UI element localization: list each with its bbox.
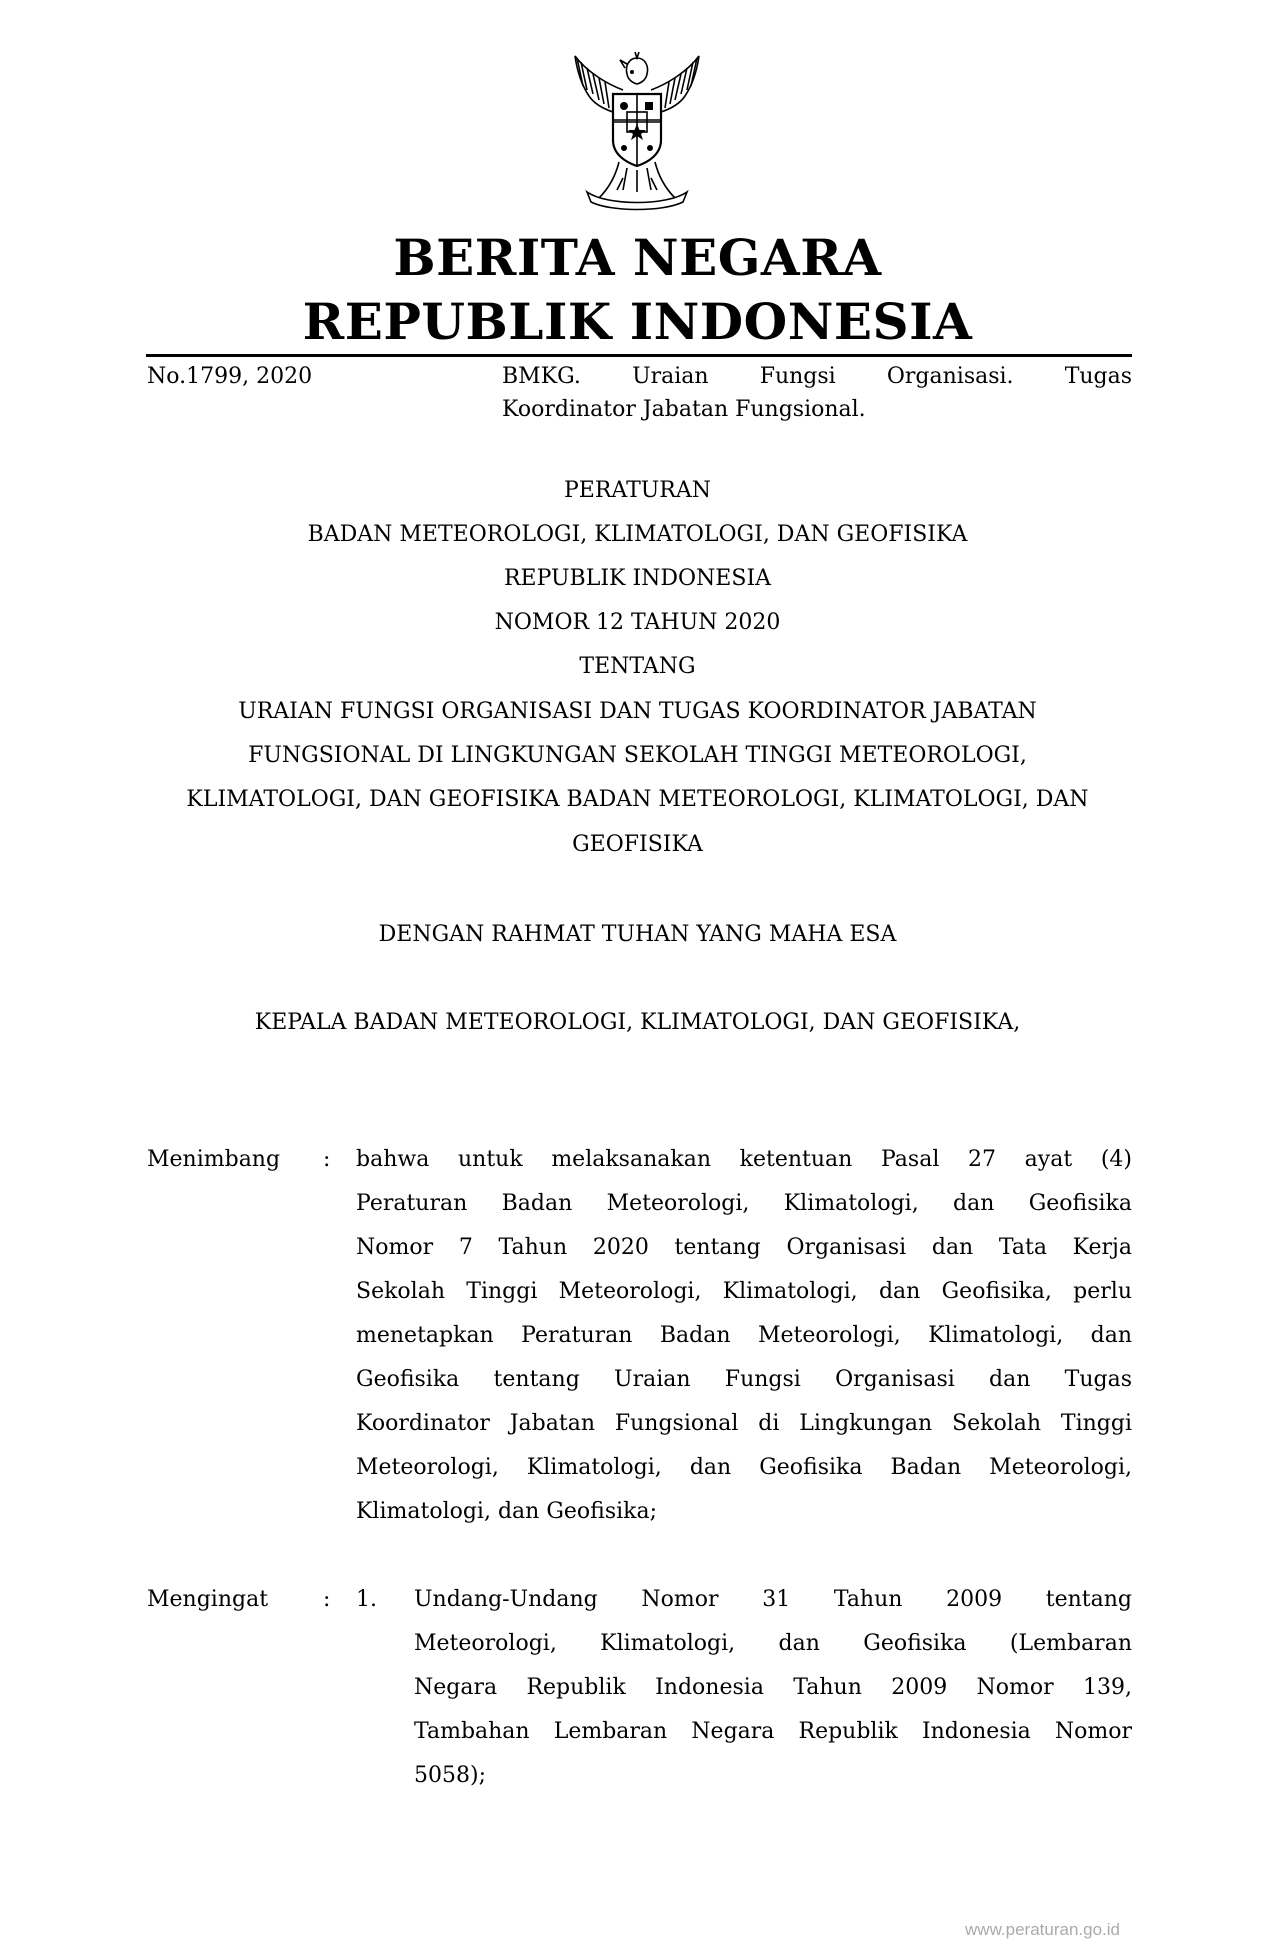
mengingat-label: Mengingat — [147, 1587, 269, 1612]
text-line: Tambahan Lembaran Negara Republik Indonesia Nomor — [414, 1719, 1132, 1744]
text-line: Geofisika tentang Uraian Fungsi Organisasi dan Tugas — [356, 1367, 1132, 1392]
regulation-issuer: BADAN METEOROLOGI, KLIMATOLOGI, DAN GEOFISIKA — [307, 522, 968, 547]
regulation-official: KEPALA BADAN METEOROLOGI, KLIMATOLOGI, DAN GEOFISIKA, — [254, 1010, 1021, 1035]
text-line: menetapkan Peraturan Badan Meteorologi, Klimatologi, dan — [356, 1323, 1132, 1348]
text-line: bahwa untuk melaksanakan ketentuan Pasal 27 ayat (4) — [356, 1147, 1132, 1172]
mengingat-colon: : — [323, 1587, 331, 1612]
header-divider — [146, 354, 1132, 357]
mengingat-item-text — [414, 1578, 1132, 1798]
regulation-title-line: GEOFISIKA — [572, 832, 703, 857]
regulation-type: PERATURAN — [563, 478, 712, 503]
text-line: Meteorologi, Klimatologi, dan Geofisika Badan Meteorologi, — [356, 1455, 1132, 1480]
gazette-subject — [502, 360, 1132, 426]
text-line: 5058); — [414, 1763, 486, 1788]
footer-url: www.peraturan.go.id — [965, 1920, 1120, 1939]
regulation-invocation: DENGAN RAHMAT TUHAN YANG MAHA ESA — [378, 922, 897, 947]
text-line: Peraturan Badan Meteorologi, Klimatologi, dan Geofisika — [356, 1191, 1132, 1216]
gazette-subtitle: REPUBLIK INDONESIA — [302, 292, 973, 351]
menimbang-colon: : — [323, 1147, 331, 1172]
text-line: Negara Republik Indonesia Tahun 2009 Nomor 139, — [414, 1675, 1132, 1700]
text-line: Meteorologi, Klimatologi, dan Geofisika (Lembaran — [414, 1631, 1132, 1656]
menimbang-text — [356, 1138, 1132, 1534]
mengingat-item-number: 1. — [356, 1587, 377, 1612]
text-line: Koordinator Jabatan Fungsional di Lingkungan Sekolah Tinggi — [356, 1411, 1132, 1436]
regulation-about-label: TENTANG — [579, 654, 696, 679]
garuda-pancasila-emblem-icon — [557, 50, 717, 215]
text-line: Klimatologi, dan Geofisika; — [356, 1499, 658, 1524]
regulation-title-line: KLIMATOLOGI, DAN GEOFISIKA BADAN METEOROLOGI, KLIMATOLOGI, DAN — [186, 787, 1089, 812]
text-line: Nomor 7 Tahun 2020 tentang Organisasi dan Tata Kerja — [356, 1235, 1132, 1260]
menimbang-label: Menimbang — [147, 1147, 281, 1172]
regulation-number: NOMOR 12 TAHUN 2020 — [494, 610, 781, 635]
text-line: Undang-Undang Nomor 31 Tahun 2009 tentang — [414, 1587, 1132, 1612]
gazette-title: BERITA NEGARA — [393, 228, 882, 287]
regulation-title-line: URAIAN FUNGSI ORGANISASI DAN TUGAS KOORDINATOR JABATAN — [238, 699, 1037, 724]
text-line: Sekolah Tinggi Meteorologi, Klimatologi, dan Geofisika, perlu — [356, 1279, 1132, 1304]
gazette-number: No.1799, 2020 — [147, 364, 313, 389]
gazette-subject-line1: BMKG. Uraian Fungsi Organisasi. Tugas — [502, 364, 1133, 389]
gazette-subject-line2: Koordinator Jabatan Fungsional. — [502, 397, 866, 422]
regulation-issuer-country: REPUBLIK INDONESIA — [503, 566, 772, 591]
regulation-title-line: FUNGSIONAL DI LINGKUNGAN SEKOLAH TINGGI METEOROLOGI, — [248, 743, 1027, 768]
